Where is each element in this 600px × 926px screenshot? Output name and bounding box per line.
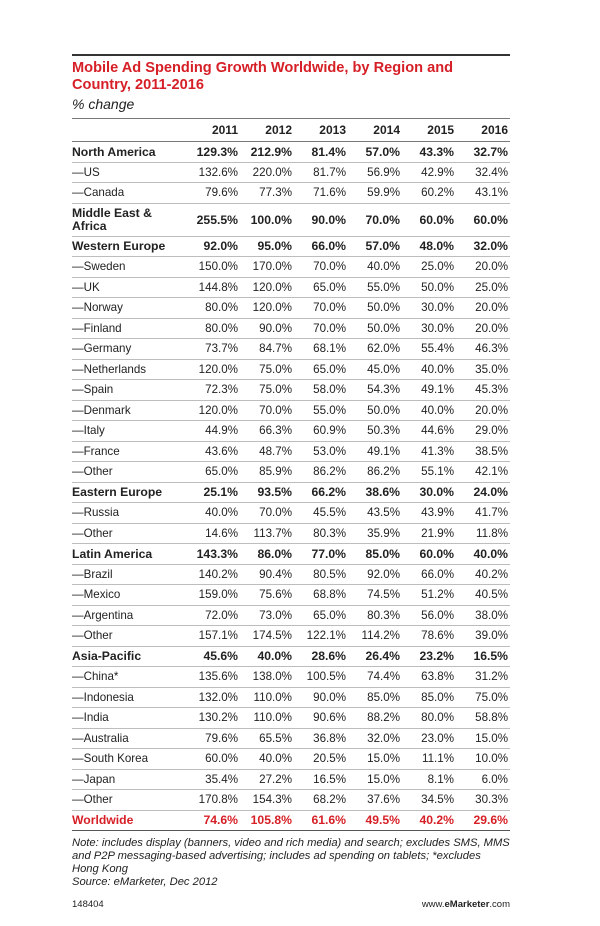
table-cell: 15.0%: [348, 769, 402, 790]
row-label: —US: [72, 162, 186, 183]
table-cell: 132.6%: [186, 162, 240, 183]
table-cell: 51.2%: [402, 585, 456, 606]
table-cell: 92.0%: [186, 236, 240, 257]
table-cell: 110.0%: [240, 687, 294, 708]
table-cell: 40.0%: [240, 646, 294, 667]
table-cell: 80.3%: [294, 523, 348, 544]
table-cell: 30.0%: [402, 482, 456, 503]
row-label: Worldwide: [72, 810, 186, 831]
table-cell: 48.0%: [402, 236, 456, 257]
table-cell: 73.7%: [186, 339, 240, 360]
table-cell: 32.4%: [456, 162, 510, 183]
header-row: [72, 119, 510, 142]
table-cell: 21.9%: [402, 523, 456, 544]
table-cell: 28.6%: [294, 646, 348, 667]
table-cell: 100.0%: [240, 203, 294, 236]
table-cell: 60.0%: [402, 544, 456, 565]
table-cell: 85.0%: [402, 687, 456, 708]
table-cell: 45.3%: [456, 380, 510, 401]
table-cell: 50.0%: [348, 318, 402, 339]
table-cell: 159.0%: [186, 585, 240, 606]
table-cell: 74.5%: [348, 585, 402, 606]
table-cell: 41.7%: [456, 503, 510, 524]
table-cell: 65.5%: [240, 728, 294, 749]
table-cell: 50.3%: [348, 421, 402, 442]
table-cell: 32.0%: [348, 728, 402, 749]
table-cell: 220.0%: [240, 162, 294, 183]
table-cell: 45.0%: [348, 359, 402, 380]
table-cell: 41.3%: [402, 441, 456, 462]
table-cell: 92.0%: [348, 564, 402, 585]
table-cell: 95.0%: [240, 236, 294, 257]
table-cell: 31.2%: [456, 667, 510, 688]
table-row: [72, 749, 510, 770]
table-cell: 40.2%: [402, 810, 456, 831]
table-row: [72, 708, 510, 729]
table-cell: 86.2%: [294, 462, 348, 483]
table-cell: 43.1%: [456, 183, 510, 204]
table-row: [72, 605, 510, 626]
row-label: Latin America: [72, 544, 186, 565]
table-cell: 58.8%: [456, 708, 510, 729]
table-cell: 40.0%: [402, 400, 456, 421]
table-cell: 45.6%: [186, 646, 240, 667]
table-cell: 43.3%: [402, 142, 456, 163]
table-cell: 23.0%: [402, 728, 456, 749]
chart-card: [72, 54, 510, 910]
row-label: —Norway: [72, 298, 186, 319]
table-cell: 6.0%: [456, 769, 510, 790]
row-label: —India: [72, 708, 186, 729]
row-label: —France: [72, 441, 186, 462]
table-cell: 110.0%: [240, 708, 294, 729]
table-cell: 174.5%: [240, 626, 294, 647]
table-row: [72, 626, 510, 647]
table-cell: 90.4%: [240, 564, 294, 585]
row-label: —China*: [72, 667, 186, 688]
table-cell: 60.0%: [186, 749, 240, 770]
row-label: —UK: [72, 277, 186, 298]
table-cell: 85.0%: [348, 544, 402, 565]
table-cell: 26.4%: [348, 646, 402, 667]
table-cell: 100.5%: [294, 667, 348, 688]
table-cell: 36.8%: [294, 728, 348, 749]
table-cell: 20.0%: [456, 400, 510, 421]
chart-id: 148404: [72, 899, 104, 910]
table-cell: 93.5%: [240, 482, 294, 503]
table-cell: 40.2%: [456, 564, 510, 585]
note-text: [72, 837, 510, 889]
table-cell: 90.0%: [294, 687, 348, 708]
table-cell: 25.0%: [402, 257, 456, 278]
row-label: —Germany: [72, 339, 186, 360]
table-cell: 53.0%: [294, 441, 348, 462]
table-cell: 59.9%: [348, 183, 402, 204]
table-cell: 65.0%: [294, 359, 348, 380]
table-cell: 38.5%: [456, 441, 510, 462]
site-brand: eMarketer: [444, 899, 490, 910]
row-label: Western Europe: [72, 236, 186, 257]
table-cell: 105.8%: [240, 810, 294, 831]
table-cell: 48.7%: [240, 441, 294, 462]
table-cell: 42.1%: [456, 462, 510, 483]
table-cell: 122.1%: [294, 626, 348, 647]
table-cell: 62.0%: [348, 339, 402, 360]
table-cell: 130.2%: [186, 708, 240, 729]
table-cell: 20.0%: [456, 257, 510, 278]
table-row: [72, 441, 510, 462]
table-cell: 23.2%: [402, 646, 456, 667]
table-cell: 43.6%: [186, 441, 240, 462]
table-cell: 40.0%: [348, 257, 402, 278]
table-cell: 49.1%: [402, 380, 456, 401]
row-label: —Japan: [72, 769, 186, 790]
table-cell: 29.6%: [456, 810, 510, 831]
row-label: —Australia: [72, 728, 186, 749]
row-label: —Italy: [72, 421, 186, 442]
table-cell: 58.0%: [294, 380, 348, 401]
table-cell: 20.0%: [456, 298, 510, 319]
table-cell: 60.0%: [402, 203, 456, 236]
footer: [72, 899, 510, 910]
table-cell: 60.0%: [456, 203, 510, 236]
row-label: —Netherlands: [72, 359, 186, 380]
table-cell: 63.8%: [402, 667, 456, 688]
table-cell: 70.0%: [348, 203, 402, 236]
table-cell: 85.9%: [240, 462, 294, 483]
region-row: [72, 203, 510, 236]
table-row: [72, 400, 510, 421]
table-cell: 120.0%: [240, 298, 294, 319]
column-header: 2015: [402, 119, 456, 142]
row-label: —Other: [72, 462, 186, 483]
table-cell: 86.2%: [348, 462, 402, 483]
table-row: [72, 421, 510, 442]
table-cell: 35.4%: [186, 769, 240, 790]
table-cell: 75.0%: [240, 380, 294, 401]
table-cell: 32.0%: [456, 236, 510, 257]
table-cell: 84.7%: [240, 339, 294, 360]
table-cell: 24.0%: [456, 482, 510, 503]
table-cell: 140.2%: [186, 564, 240, 585]
table-cell: 56.0%: [402, 605, 456, 626]
column-header: 2013: [294, 119, 348, 142]
table-cell: 77.3%: [240, 183, 294, 204]
table-cell: 120.0%: [186, 400, 240, 421]
table-cell: 38.0%: [456, 605, 510, 626]
table-cell: 90.6%: [294, 708, 348, 729]
total-row: [72, 810, 510, 831]
table-cell: 14.6%: [186, 523, 240, 544]
table-cell: 74.6%: [186, 810, 240, 831]
table-cell: 68.2%: [294, 790, 348, 811]
table-row: [72, 585, 510, 606]
row-label: —Mexico: [72, 585, 186, 606]
row-label: Middle East & Africa: [72, 203, 186, 236]
table-cell: 11.8%: [456, 523, 510, 544]
table-cell: 39.0%: [456, 626, 510, 647]
row-label: —Argentina: [72, 605, 186, 626]
table-cell: 40.0%: [456, 544, 510, 565]
table-cell: 212.9%: [240, 142, 294, 163]
table-cell: 120.0%: [186, 359, 240, 380]
site-suffix: .com: [489, 899, 510, 910]
table-cell: 20.5%: [294, 749, 348, 770]
table-cell: 170.0%: [240, 257, 294, 278]
table-row: [72, 257, 510, 278]
table-cell: 55.0%: [348, 277, 402, 298]
table-cell: 50.0%: [402, 277, 456, 298]
data-table: [72, 118, 510, 831]
table-cell: 30.0%: [402, 298, 456, 319]
table-cell: 60.9%: [294, 421, 348, 442]
table-cell: 66.0%: [402, 564, 456, 585]
row-label: —Brazil: [72, 564, 186, 585]
table-cell: 77.0%: [294, 544, 348, 565]
site-link[interactable]: [422, 899, 510, 910]
table-cell: 15.0%: [348, 749, 402, 770]
region-row: [72, 236, 510, 257]
table-cell: 66.0%: [294, 236, 348, 257]
table-cell: 120.0%: [240, 277, 294, 298]
table-cell: 25.0%: [456, 277, 510, 298]
table-row: [72, 277, 510, 298]
table-row: [72, 667, 510, 688]
row-label: Eastern Europe: [72, 482, 186, 503]
table-cell: 60.2%: [402, 183, 456, 204]
table-cell: 75.0%: [456, 687, 510, 708]
row-label: —Indonesia: [72, 687, 186, 708]
table-cell: 80.0%: [186, 318, 240, 339]
table-row: [72, 298, 510, 319]
table-cell: 70.0%: [294, 298, 348, 319]
table-cell: 143.3%: [186, 544, 240, 565]
table-cell: 68.1%: [294, 339, 348, 360]
column-header: 2016: [456, 119, 510, 142]
table-cell: 61.6%: [294, 810, 348, 831]
table-cell: 16.5%: [294, 769, 348, 790]
table-cell: 81.4%: [294, 142, 348, 163]
source-text: Source: eMarketer, Dec 2012: [72, 876, 218, 888]
region-row: [72, 482, 510, 503]
chart-title: Mobile Ad Spending Growth Worldwide, by Region and Country, 2011-2016: [72, 60, 454, 93]
table-cell: 157.1%: [186, 626, 240, 647]
row-label: —Other: [72, 626, 186, 647]
table-cell: 20.0%: [456, 318, 510, 339]
table-cell: 79.6%: [186, 728, 240, 749]
table-cell: 70.0%: [294, 257, 348, 278]
table-cell: 80.5%: [294, 564, 348, 585]
table-cell: 81.7%: [294, 162, 348, 183]
table-cell: 46.3%: [456, 339, 510, 360]
table-cell: 16.5%: [456, 646, 510, 667]
row-label: —Other: [72, 523, 186, 544]
table-cell: 71.6%: [294, 183, 348, 204]
table-cell: 35.9%: [348, 523, 402, 544]
row-label: —Sweden: [72, 257, 186, 278]
table-cell: 40.0%: [240, 749, 294, 770]
column-header: 2012: [240, 119, 294, 142]
table-cell: 113.7%: [240, 523, 294, 544]
table-cell: 27.2%: [240, 769, 294, 790]
table-cell: 154.3%: [240, 790, 294, 811]
table-cell: 49.1%: [348, 441, 402, 462]
table-cell: 8.1%: [402, 769, 456, 790]
table-row: [72, 380, 510, 401]
table-cell: 40.5%: [456, 585, 510, 606]
table-cell: 75.0%: [240, 359, 294, 380]
table-row: [72, 728, 510, 749]
table-cell: 70.0%: [294, 318, 348, 339]
table-cell: 57.0%: [348, 142, 402, 163]
table-row: [72, 359, 510, 380]
table-cell: 255.5%: [186, 203, 240, 236]
table-cell: 43.5%: [348, 503, 402, 524]
table-cell: 80.0%: [186, 298, 240, 319]
table-cell: 44.9%: [186, 421, 240, 442]
table-cell: 65.0%: [294, 277, 348, 298]
table-cell: 80.3%: [348, 605, 402, 626]
table-cell: 11.1%: [402, 749, 456, 770]
row-label: —Denmark: [72, 400, 186, 421]
note-body: Note: includes display (banners, video and rich media) and search; excludes SMS, MMS and P2P messaging-based advertising; includes ad spending on tablets; *excludes Hong Kong: [72, 837, 510, 875]
table-cell: 37.6%: [348, 790, 402, 811]
table-row: [72, 318, 510, 339]
table-cell: 42.9%: [402, 162, 456, 183]
column-header: 2011: [186, 119, 240, 142]
table-cell: 56.9%: [348, 162, 402, 183]
table-cell: 10.0%: [456, 749, 510, 770]
row-label: —Spain: [72, 380, 186, 401]
table-row: [72, 503, 510, 524]
region-row: [72, 544, 510, 565]
table-cell: 40.0%: [402, 359, 456, 380]
table-cell: 144.8%: [186, 277, 240, 298]
table-cell: 138.0%: [240, 667, 294, 688]
table-body: [72, 142, 510, 831]
column-header: 2014: [348, 119, 402, 142]
table-row: [72, 769, 510, 790]
table-cell: 25.1%: [186, 482, 240, 503]
table-cell: 65.0%: [294, 605, 348, 626]
table-row: [72, 462, 510, 483]
row-label: Asia-Pacific: [72, 646, 186, 667]
table-cell: 30.3%: [456, 790, 510, 811]
table-cell: 72.0%: [186, 605, 240, 626]
table-row: [72, 790, 510, 811]
table-cell: 78.6%: [402, 626, 456, 647]
table-cell: 43.9%: [402, 503, 456, 524]
table-cell: 55.0%: [294, 400, 348, 421]
table-cell: 70.0%: [240, 503, 294, 524]
table-cell: 90.0%: [294, 203, 348, 236]
row-label: —Finland: [72, 318, 186, 339]
table-row: [72, 523, 510, 544]
table-cell: 50.0%: [348, 298, 402, 319]
table-cell: 80.0%: [402, 708, 456, 729]
table-cell: 66.2%: [294, 482, 348, 503]
table-cell: 66.3%: [240, 421, 294, 442]
table-cell: 170.8%: [186, 790, 240, 811]
table-row: [72, 183, 510, 204]
table-cell: 15.0%: [456, 728, 510, 749]
table-cell: 79.6%: [186, 183, 240, 204]
table-cell: 32.7%: [456, 142, 510, 163]
table-cell: 30.0%: [402, 318, 456, 339]
table-cell: 135.6%: [186, 667, 240, 688]
table-cell: 34.5%: [402, 790, 456, 811]
top-rule: [72, 54, 510, 56]
table-row: [72, 687, 510, 708]
table-cell: 88.2%: [348, 708, 402, 729]
table-cell: 57.0%: [348, 236, 402, 257]
table-cell: 150.0%: [186, 257, 240, 278]
table-cell: 90.0%: [240, 318, 294, 339]
region-row: [72, 142, 510, 163]
table-cell: 68.8%: [294, 585, 348, 606]
table-cell: 55.4%: [402, 339, 456, 360]
table-cell: 29.0%: [456, 421, 510, 442]
table-cell: 35.0%: [456, 359, 510, 380]
region-row: [72, 646, 510, 667]
table-cell: 45.5%: [294, 503, 348, 524]
row-label: —Russia: [72, 503, 186, 524]
row-label: —Other: [72, 790, 186, 811]
row-label: —South Korea: [72, 749, 186, 770]
table-cell: 40.0%: [186, 503, 240, 524]
chart-subtitle: % change: [72, 96, 135, 112]
table-cell: 85.0%: [348, 687, 402, 708]
header-corner: [72, 119, 186, 142]
table-cell: 72.3%: [186, 380, 240, 401]
table-cell: 65.0%: [186, 462, 240, 483]
table-row: [72, 339, 510, 360]
table-cell: 70.0%: [240, 400, 294, 421]
site-prefix: www.: [421, 899, 445, 910]
table-cell: 49.5%: [348, 810, 402, 831]
table-cell: 75.6%: [240, 585, 294, 606]
table-cell: 132.0%: [186, 687, 240, 708]
table-cell: 74.4%: [348, 667, 402, 688]
table-cell: 73.0%: [240, 605, 294, 626]
table-cell: 114.2%: [348, 626, 402, 647]
table-cell: 44.6%: [402, 421, 456, 442]
table-cell: 129.3%: [186, 142, 240, 163]
table-cell: 54.3%: [348, 380, 402, 401]
table-cell: 86.0%: [240, 544, 294, 565]
row-label: North America: [72, 142, 186, 163]
table-row: [72, 564, 510, 585]
table-row: [72, 162, 510, 183]
row-label: —Canada: [72, 183, 186, 204]
table-cell: 50.0%: [348, 400, 402, 421]
table-cell: 38.6%: [348, 482, 402, 503]
table-cell: 55.1%: [402, 462, 456, 483]
